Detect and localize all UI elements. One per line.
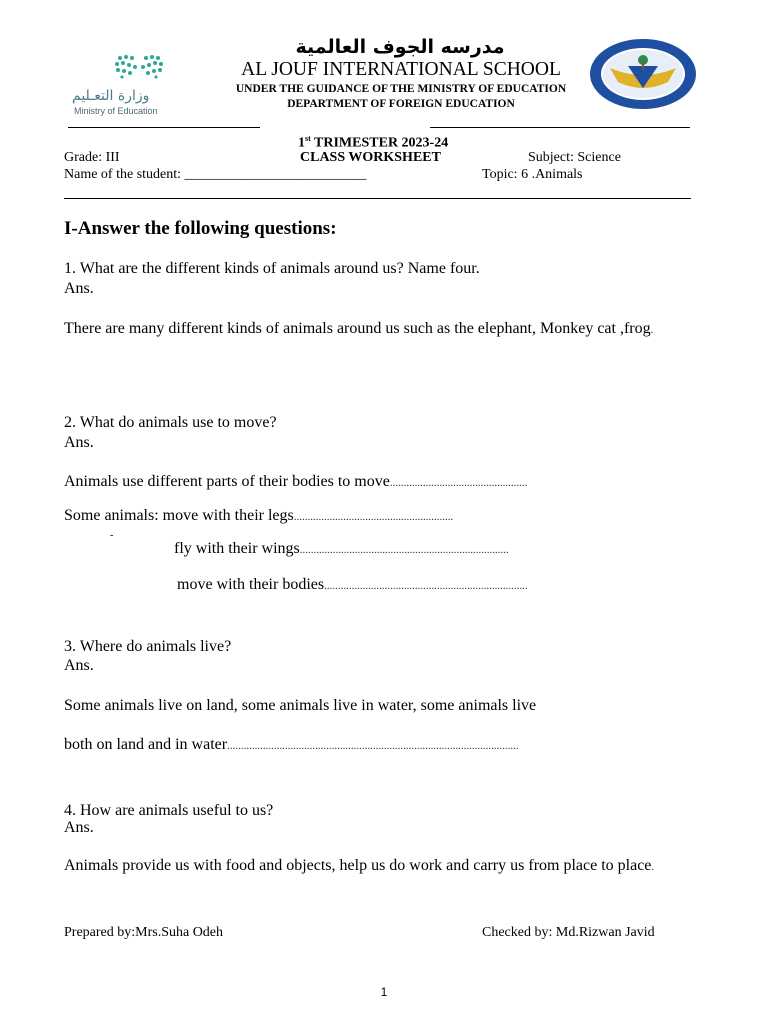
topic: Topic: 6 .Animals — [482, 167, 583, 182]
answer-1: There are many different kinds of animals around us such as the elephant, Monkey cat ,frog. — [64, 320, 654, 337]
question-2: 2. What do animals use to move? — [64, 414, 277, 431]
ministry-logo-arabic: وزارة التعـليم — [72, 88, 150, 104]
answer-4: Animals provide us with food and objects, help us do work and carry us from place to place. — [64, 857, 655, 874]
prepared-by: Prepared by:Mrs.Suha Odeh — [64, 925, 224, 940]
school-seal-icon — [588, 38, 698, 110]
answer-label-3: Ans. — [64, 657, 94, 674]
answer-3-line-1: Some animals live on land, some animals live in water, some animals live — [64, 697, 537, 714]
worksheet-title: CLASS WORKSHEET — [300, 150, 441, 165]
stray-mark: - — [110, 530, 114, 541]
guidance-line: UNDER THE GUIDANCE OF THE MINISTRY OF EDUCATION — [235, 83, 567, 95]
question-1: 1. What are the different kinds of animals around us? Name four. — [64, 260, 480, 277]
answer-2-line-2: Some animals: move with their legs.......................................................... — [64, 507, 454, 524]
grade: Grade: III — [64, 150, 120, 165]
answer-2-line-1: Animals use different parts of their bodies to move.................................................. — [64, 473, 528, 490]
checked-by: Checked by: Md.Rizwan Javid — [482, 925, 655, 940]
page-number: 1 — [380, 985, 388, 999]
answer-label-4: Ans. — [64, 819, 94, 836]
student-name-field: Name of the student: __________________________ — [64, 167, 367, 182]
meta-divider — [64, 198, 691, 199]
question-4: 4. How are animals useful to us? — [64, 802, 274, 819]
department-line: DEPARTMENT OF FOREIGN EDUCATION — [287, 98, 515, 110]
answer-2-line-4: move with their bodies.......................................................................... — [177, 576, 528, 593]
school-arabic-name: مدرسه الجوف العالمية — [295, 36, 505, 58]
trimester-line: 1st TRIMESTER 2023-24 — [298, 134, 449, 151]
header-divider-right — [430, 127, 690, 128]
question-3: 3. Where do animals live? — [64, 638, 232, 655]
school-name: AL JOUF INTERNATIONAL SCHOOL — [241, 59, 561, 80]
answer-label-2: Ans. — [64, 434, 94, 451]
subject: Subject: Science — [528, 150, 621, 165]
header-divider-left — [68, 127, 260, 128]
section-heading: I-Answer the following questions: — [64, 218, 337, 239]
answer-3-line-2: both on land and in water.......................................................................................................... — [64, 736, 519, 753]
ministry-logo-english: Ministry of Education — [74, 106, 158, 116]
answer-label-1: Ans. — [64, 280, 94, 297]
answer-2-line-3: fly with their wings............................................................................ — [174, 540, 509, 557]
